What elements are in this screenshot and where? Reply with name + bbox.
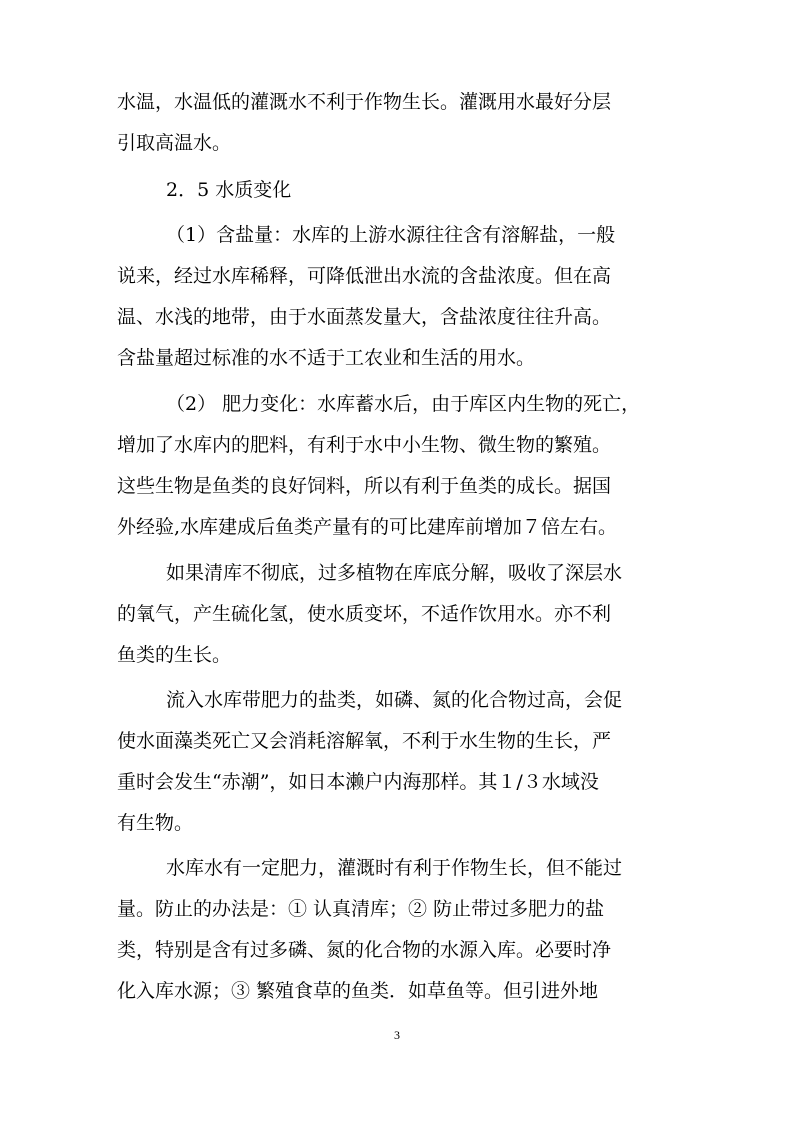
- text-line: 引取高温水。: [117, 132, 232, 154]
- text-line: 流入水库带肥力的盐类，如磷、氮的化合物过高，会促: [166, 689, 623, 711]
- text-line: 的氧气，产生硫化氢，使水质变坏，不适作饮用水。亦不利: [117, 603, 612, 625]
- text-line: 这些生物是鱼类的良好饲料，所以有利于鱼类的成长。据国: [117, 475, 612, 497]
- text-line: 外经验,水库建成后鱼类产量有的可比建库前增加７倍左右。: [117, 516, 618, 538]
- text-line: 水温，水温低的灌溉水不利于作物生长。灌溉用水最好分层: [117, 91, 612, 113]
- text-line: 2．5 水质变化: [166, 179, 292, 201]
- text-line: （2） 肥力变化：水库蓄水后，由于库区内生物的死亡，: [166, 393, 641, 415]
- text-line: 类，特别是含有过多磷、氮的化合物的水源入库。必要时净: [117, 939, 612, 961]
- text-line: 有生物。: [117, 812, 194, 834]
- page-number: 3: [394, 1028, 400, 1042]
- text-line: 鱼类的生长。: [117, 644, 232, 666]
- text-line: 如果清库不彻底，过多植物在库底分解，吸收了深层水: [166, 562, 623, 584]
- text-line: （1）含盐量：水库的上游水源往往含有溶解盐，一般: [166, 224, 616, 246]
- text-line: 使水面藻类死亡又会消耗溶解氧，不利于水生物的生长，严: [117, 730, 612, 752]
- text-line: 增加了水库内的肥料，有利于水中小生物、微生物的繁殖。: [117, 434, 612, 456]
- text-line: 说来，经过水库稀释，可降低泄出水流的含盐浓度。但在高: [117, 265, 612, 287]
- text-line: 重时会发生“赤潮”，如日本濑户内海那样。其１/３水域没: [117, 771, 599, 793]
- text-line: 化入库水源；③ 繁殖食草的鱼类．如草鱼等。但引进外地: [117, 980, 599, 1002]
- text-line: 水库水有一定肥力，灌溉时有利于作物生长，但不能过: [166, 857, 623, 879]
- text-line: 温、水浅的地带，由于水面蒸发量大，含盐浓度往往升高。: [117, 306, 612, 328]
- text-line: 量。防止的办法是：① 认真清库；② 防止带过多肥力的盐: [117, 898, 605, 920]
- text-line: 含盐量超过标准的水不适于工农业和生活的用水。: [117, 347, 536, 369]
